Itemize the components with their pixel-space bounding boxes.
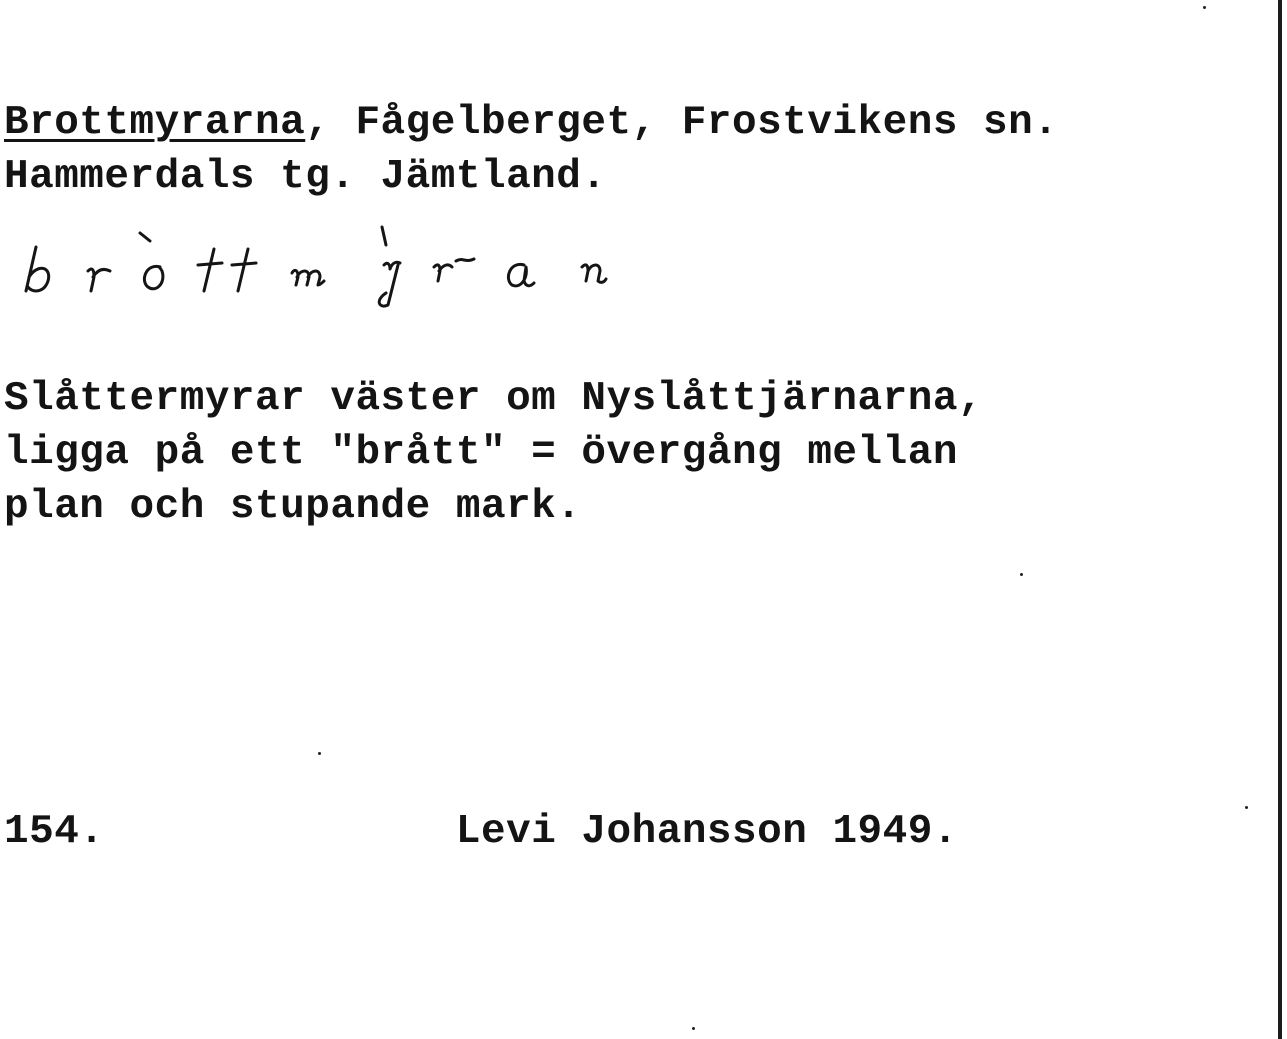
- scan-speck: [692, 1027, 695, 1030]
- place-name: Brottmyrarna: [4, 100, 306, 146]
- scan-speck: [1203, 6, 1206, 9]
- pronunciation-text: brȍttmýrran: [22, 312, 35, 314]
- description-line-2: ligga på ett "brått" = övergång mellan: [4, 430, 958, 476]
- scan-speck: [318, 752, 321, 755]
- card-edge-line: [1278, 0, 1282, 1039]
- handwritten-pronunciation: [22, 205, 722, 315]
- scan-speck: [1245, 806, 1248, 809]
- record-number: 154.: [4, 809, 105, 855]
- footer-gap: [104, 809, 455, 855]
- description-line-3: plan och stupande mark.: [4, 484, 582, 530]
- place-location: , Fågelberget, Frostvikens sn.: [305, 100, 1059, 146]
- heading-line: [4, 100, 1059, 146]
- description-line-1: Slåttermyrar väster om Nyslåttjärnarna,: [4, 376, 984, 422]
- collector-signature: Levi Johansson 1949.: [455, 809, 958, 855]
- footer-line: [4, 809, 958, 855]
- scan-speck: [1020, 573, 1023, 576]
- parish-line: Hammerdals tg. Jämtland.: [4, 154, 607, 200]
